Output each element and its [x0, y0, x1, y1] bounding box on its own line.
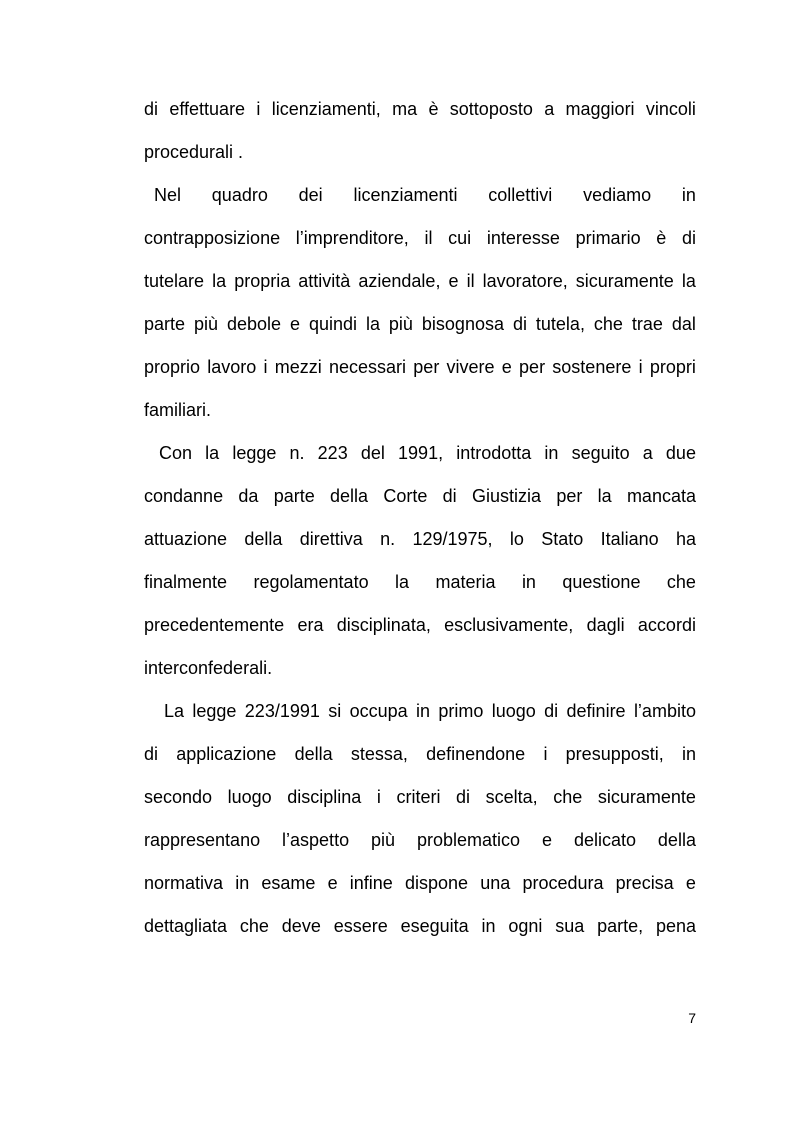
word: lo [509, 529, 524, 549]
word: quadro [211, 185, 268, 205]
word: maggiori [565, 99, 635, 119]
word: finalmente [144, 572, 228, 592]
word: contrapposizione [144, 228, 281, 248]
word: e [448, 271, 459, 291]
text-line [144, 561, 696, 604]
word: Giustizia [471, 486, 542, 506]
word: Corte [383, 486, 428, 506]
page-number: 7 [688, 1010, 696, 1026]
word: La [144, 701, 185, 721]
word: precedentemente [144, 615, 285, 635]
word: vediamo [583, 185, 652, 205]
word: di [681, 228, 696, 248]
word: è [656, 228, 667, 248]
text-line [144, 174, 696, 217]
word: l’ambito [633, 701, 696, 721]
text-line [144, 217, 696, 260]
word: lavoro [207, 357, 257, 377]
word: vivere [446, 357, 495, 377]
word: ogni [508, 916, 543, 936]
word: per [519, 357, 546, 377]
word: l’aspetto [282, 830, 350, 850]
word: di [544, 701, 559, 721]
word: effettuare [169, 99, 246, 119]
text-line [144, 690, 696, 733]
word: licenziamenti, [271, 99, 381, 119]
word: e [327, 873, 338, 893]
word: 129/1975, [412, 529, 493, 549]
word: 223 [317, 443, 348, 463]
word: e [541, 830, 552, 850]
word: normativa [144, 873, 224, 893]
word: scelta, [485, 787, 538, 807]
word: pena [655, 916, 696, 936]
word: di [144, 744, 159, 764]
word: una [480, 873, 511, 893]
word: dagli [586, 615, 625, 635]
word: e [685, 873, 696, 893]
word: ha [675, 529, 696, 549]
word: parte [273, 486, 315, 506]
word: i [376, 787, 381, 807]
word: e [289, 314, 300, 334]
word: propria [234, 271, 291, 291]
word: vincoli [645, 99, 696, 119]
word: in [416, 701, 431, 721]
word: della [244, 529, 283, 549]
word: n. [289, 443, 305, 463]
word: la [681, 271, 696, 291]
word: che [593, 314, 623, 334]
word: legge [232, 443, 277, 463]
word: definire [566, 701, 626, 721]
word: la [212, 271, 227, 291]
word: Stato [541, 529, 584, 549]
word: proprio [144, 357, 201, 377]
word: stessa, [350, 744, 408, 764]
word: sua [555, 916, 585, 936]
word: procedura [522, 873, 604, 893]
word: primario [575, 228, 641, 248]
word: si [328, 701, 342, 721]
word: questione [562, 572, 641, 592]
word: il [424, 228, 433, 248]
word: condanne [144, 486, 224, 506]
word: attività [298, 271, 351, 291]
word: seguito [571, 443, 630, 463]
text-line [144, 303, 696, 346]
word: deve [281, 916, 321, 936]
word: due [665, 443, 696, 463]
word: quindi [308, 314, 357, 334]
word: in [681, 185, 696, 205]
word: dispone [404, 873, 469, 893]
word: attuazione [144, 529, 228, 549]
word: mancata [626, 486, 696, 506]
word: di [144, 99, 159, 119]
word: interesse [486, 228, 560, 248]
word: problematico [416, 830, 521, 850]
text-line [144, 260, 696, 303]
word: sicuramente [597, 787, 696, 807]
word: presupposti, [565, 744, 664, 764]
word: parte, [597, 916, 644, 936]
body-text [144, 88, 696, 948]
text-line: procedurali . [144, 142, 244, 162]
word: in [521, 572, 536, 592]
word: primo [438, 701, 484, 721]
word: della [294, 744, 333, 764]
word: la [597, 486, 612, 506]
word: per [413, 357, 440, 377]
text-line [144, 776, 696, 819]
word: legge [192, 701, 237, 721]
word: i [263, 357, 268, 377]
word: tutelare [144, 271, 205, 291]
word: di [512, 314, 527, 334]
word: aziendale, [358, 271, 441, 291]
word: direttiva [299, 529, 363, 549]
word: licenziamenti [353, 185, 458, 205]
text-line [144, 604, 696, 647]
word: e [501, 357, 512, 377]
word: secondo [144, 787, 213, 807]
text-line [144, 346, 696, 389]
word: da [238, 486, 259, 506]
word: dal [671, 314, 696, 334]
word: definendone [426, 744, 526, 764]
word: trae [631, 314, 663, 334]
text-line [144, 905, 696, 948]
word: lavoratore, [482, 271, 568, 291]
word: mezzi [274, 357, 322, 377]
word: l’imprenditore, [295, 228, 409, 248]
text-line: interconfederali. [144, 658, 273, 678]
word: più [388, 314, 413, 334]
text-line: familiari. [144, 400, 212, 420]
word: debole [226, 314, 282, 334]
word: disciplinata, [336, 615, 431, 635]
word: di [456, 787, 471, 807]
word: precisa [615, 873, 674, 893]
word: è [428, 99, 439, 119]
word: in [544, 443, 559, 463]
word: dei [298, 185, 323, 205]
word: in [481, 916, 496, 936]
word: cui [448, 228, 472, 248]
word: il [466, 271, 475, 291]
word: la [395, 572, 410, 592]
word: a [642, 443, 653, 463]
word: in [235, 873, 250, 893]
word: che [239, 916, 269, 936]
word: Con [144, 443, 193, 463]
word: sottoposto [449, 99, 533, 119]
word: n. [380, 529, 396, 549]
word: tutela, [535, 314, 585, 334]
word: materia [435, 572, 496, 592]
word: parte [144, 314, 186, 334]
word: propri [649, 357, 696, 377]
word: più [193, 314, 219, 334]
text-line [144, 862, 696, 905]
word: più [371, 830, 396, 850]
word: introdotta [456, 443, 532, 463]
word: disciplina [287, 787, 362, 807]
word: luogo [227, 787, 272, 807]
word: applicazione [176, 744, 277, 764]
word: la [365, 314, 380, 334]
word: eseguita [400, 916, 469, 936]
word: del [360, 443, 385, 463]
word: essere [333, 916, 388, 936]
word: che [553, 787, 583, 807]
word: la [205, 443, 220, 463]
word: i [256, 99, 261, 119]
word: sicuramente [575, 271, 674, 291]
word: della [657, 830, 696, 850]
word: che [666, 572, 696, 592]
word: a [544, 99, 555, 119]
word: criteri [396, 787, 441, 807]
word: rappresentano [144, 830, 261, 850]
text-line [144, 432, 696, 475]
word: Nel [144, 185, 182, 205]
text-line [144, 88, 696, 131]
word: i [638, 357, 643, 377]
word: in [681, 744, 696, 764]
word: era [297, 615, 324, 635]
word: accordi [637, 615, 696, 635]
word: Italiano [600, 529, 659, 549]
text-line [144, 518, 696, 561]
word: necessari [329, 357, 407, 377]
word: regolamentato [253, 572, 369, 592]
word: occupa [349, 701, 408, 721]
word: della [330, 486, 369, 506]
text-line [144, 733, 696, 776]
word: sostenere [552, 357, 632, 377]
text-line [144, 475, 696, 518]
text-line [144, 819, 696, 862]
word: dettagliata [144, 916, 228, 936]
word: 1991, [398, 443, 444, 463]
word: infine [349, 873, 393, 893]
word: di [442, 486, 457, 506]
word: i [543, 744, 548, 764]
word: esclusivamente, [444, 615, 574, 635]
word: luogo [491, 701, 536, 721]
word: esame [261, 873, 316, 893]
word: ma [392, 99, 418, 119]
word: 223/1991 [244, 701, 320, 721]
word: per [556, 486, 583, 506]
word: delicato [573, 830, 636, 850]
word: collettivi [488, 185, 553, 205]
word: bisognosa [421, 314, 504, 334]
